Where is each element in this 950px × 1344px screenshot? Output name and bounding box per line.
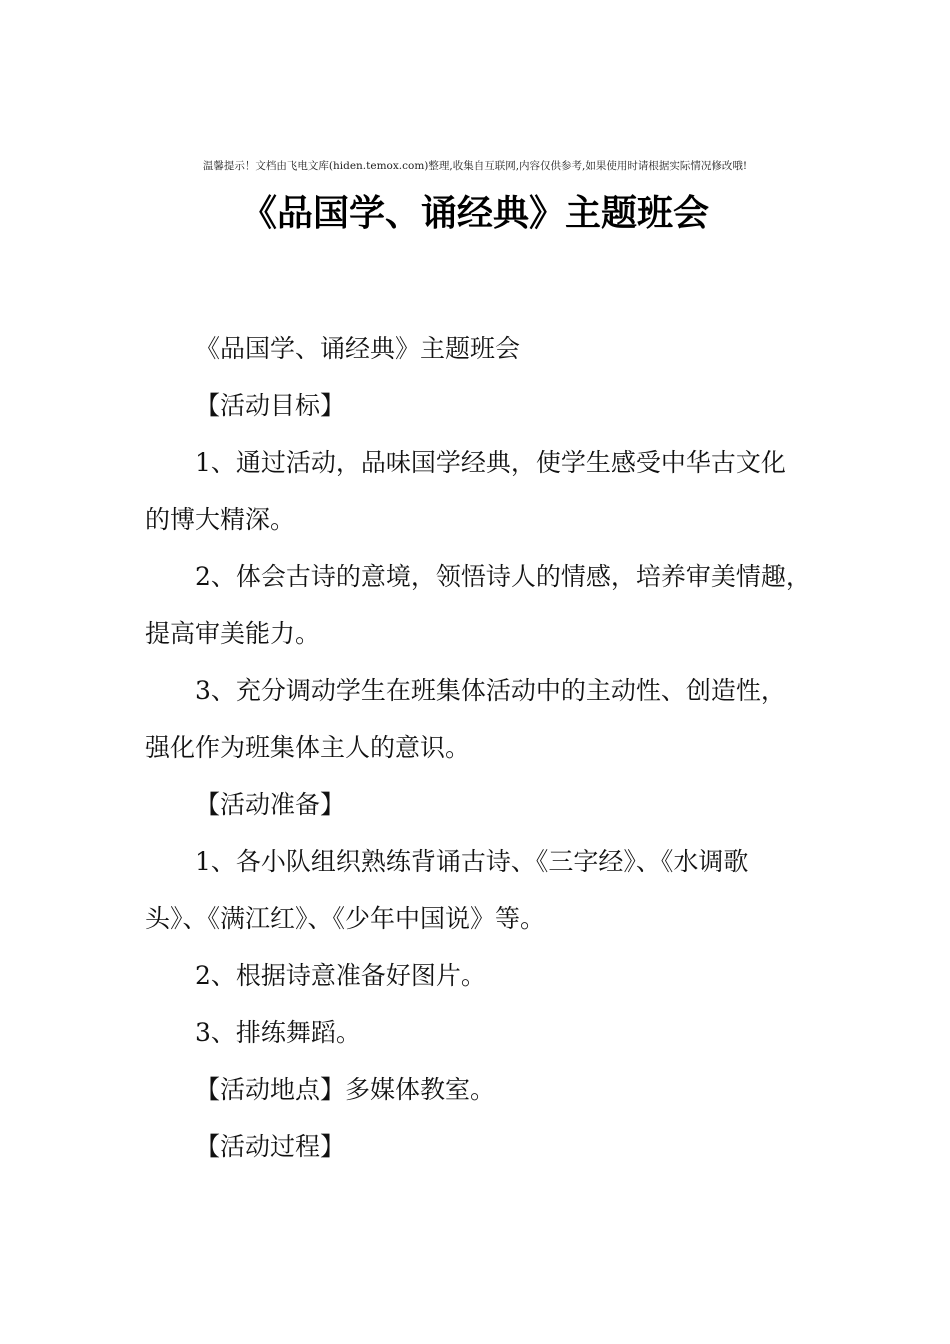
- paragraph-line: 的博大精深。: [145, 505, 296, 534]
- paragraph-line: 1、通过活动，品味国学经典，使学生感受中华古文化: [195, 448, 786, 477]
- paragraph-line: 提高审美能力。: [145, 619, 321, 648]
- section-heading-preparation: 【活动准备】: [195, 790, 346, 819]
- paragraph-line: 2、体会古诗的意境，领悟诗人的情感，培养审美情趣，: [195, 562, 811, 591]
- document-body: [145, 320, 825, 1175]
- paragraph-line: 3、充分调动学生在班集体活动中的主动性、创造性，: [195, 676, 786, 705]
- paragraph-line: 《品国学、诵经典》主题班会: [195, 334, 521, 363]
- paragraph-line: 2、根据诗意准备好图片。: [195, 961, 486, 990]
- paragraph-line: 强化作为班集体主人的意识。: [145, 733, 471, 762]
- document-title: 《品国学、诵经典》主题班会: [240, 193, 709, 234]
- notice-text: 温馨提示！文档由飞电文库(hiden.temox.com)整理,收集自互联网,内容仅供参考,如果使用时请根据实际情况修改哦!: [202, 160, 748, 172]
- section-heading-process: 【活动过程】: [195, 1132, 346, 1161]
- paragraph-line: 1、各小队组织熟练背诵古诗、《三字经》、《水调歌: [195, 847, 749, 876]
- section-heading-goals: 【活动目标】: [195, 391, 346, 420]
- paragraph-line: 头》、《满江红》、《少年中国说》等。: [145, 904, 546, 933]
- section-heading-location: 【活动地点】多媒体教室。: [195, 1075, 496, 1104]
- paragraph-line: 3、排练舞蹈。: [195, 1018, 361, 1047]
